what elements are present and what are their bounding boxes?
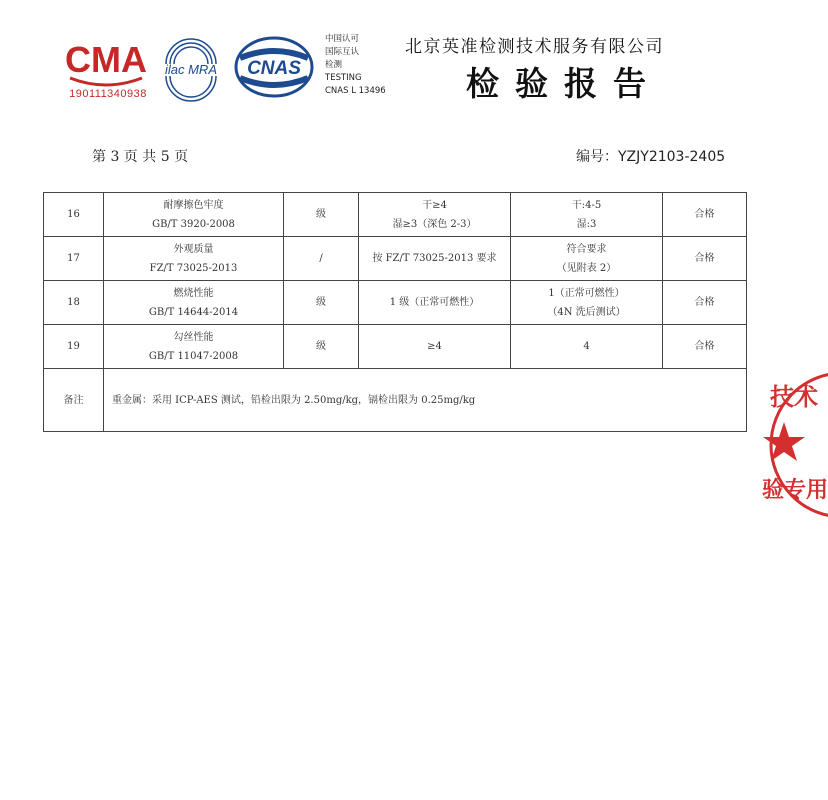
cnas-logo-text: CNAS (247, 58, 301, 79)
cnas-line: 国际互认 (325, 47, 360, 57)
cma-logo-text: CMA (65, 39, 147, 80)
test-item (104, 281, 284, 325)
ilac-mra-logo-icon (156, 30, 226, 98)
result (511, 237, 663, 281)
unit: 级 (284, 193, 359, 237)
requirement (359, 281, 511, 325)
cnas-accreditation-text (325, 33, 386, 98)
table-row (44, 325, 747, 369)
seal-text-top: 技术 (770, 383, 818, 411)
requirement-line: 按 FZ/T 73025-2013 要求 (372, 253, 497, 264)
test-item (104, 193, 284, 237)
ilac-logo-text: ilac MRA (164, 62, 218, 77)
cma-logo-icon (66, 34, 146, 86)
test-item (104, 237, 284, 281)
result-line: 湿:3 (576, 218, 597, 230)
result-line: （4N 洗后测试） (547, 306, 626, 318)
remark-text: 重金属：采用 ICP-AES 测试，铅检出限为 2.50mg/kg，镉检出限为 0.25mg/kg (104, 369, 747, 432)
result (511, 325, 663, 369)
test-item (104, 325, 284, 369)
unit: 级 (284, 325, 359, 369)
seal-text-bottom: 验专用 (762, 478, 828, 503)
result-line: 符合要求 (566, 243, 607, 255)
item-name: 外观质量 (173, 243, 214, 255)
result-line: 4 (583, 341, 590, 352)
requirement-line: 1 级（正常可燃性） (389, 297, 480, 308)
page-number: 第 3 页 共 5 页 (92, 149, 189, 165)
result (511, 281, 663, 325)
test-results-table (43, 192, 747, 432)
verdict: 合格 (663, 281, 747, 325)
verdict: 合格 (663, 193, 747, 237)
item-standard: FZ/T 73025-2013 (149, 262, 238, 274)
report-number: 编号：YZJY2103-2405 (576, 149, 726, 165)
requirement-line: ≥4 (427, 341, 442, 352)
verdict: 合格 (663, 325, 747, 369)
row-number: 19 (44, 325, 104, 369)
cnas-line: CNAS L 13496 (325, 86, 386, 96)
item-standard: GB/T 3920-2008 (152, 218, 235, 230)
official-seal-icon (762, 370, 828, 520)
item-standard: GB/T 11047-2008 (148, 350, 239, 362)
requirement-line: 湿≥3（深色 2-3） (392, 218, 477, 230)
seal-star-icon (763, 422, 805, 461)
result-line: 1（正常可燃性） (548, 287, 625, 299)
company-name: 北京英准检测技术服务有限公司 (405, 37, 664, 57)
item-name: 燃烧性能 (173, 287, 214, 299)
requirement-line: 干≥4 (422, 199, 447, 211)
item-name: 勾丝性能 (173, 331, 214, 343)
remark-label: 备注 (44, 369, 104, 432)
table-row (44, 237, 747, 281)
requirement (359, 237, 511, 281)
row-number: 17 (44, 237, 104, 281)
table-row (44, 193, 747, 237)
unit: 级 (284, 281, 359, 325)
result-line: （见附表 2） (556, 262, 617, 274)
report-title: 检验报告 (466, 64, 662, 103)
remark-row (44, 369, 747, 432)
requirement (359, 193, 511, 237)
unit: / (284, 237, 359, 281)
cnas-line: TESTING (325, 73, 362, 83)
row-number: 16 (44, 193, 104, 237)
requirement (359, 325, 511, 369)
cnas-line: 检测 (325, 60, 343, 70)
item-name: 耐摩擦色牢度 (163, 199, 224, 211)
result-line: 干:4-5 (571, 199, 602, 211)
table-row (44, 281, 747, 325)
item-standard: GB/T 14644-2014 (148, 306, 239, 318)
cma-code: 190111340938 (69, 88, 147, 100)
row-number: 18 (44, 281, 104, 325)
cnas-logo-icon (234, 36, 314, 98)
result (511, 193, 663, 237)
verdict: 合格 (663, 237, 747, 281)
cnas-line: 中国认可 (325, 34, 360, 44)
